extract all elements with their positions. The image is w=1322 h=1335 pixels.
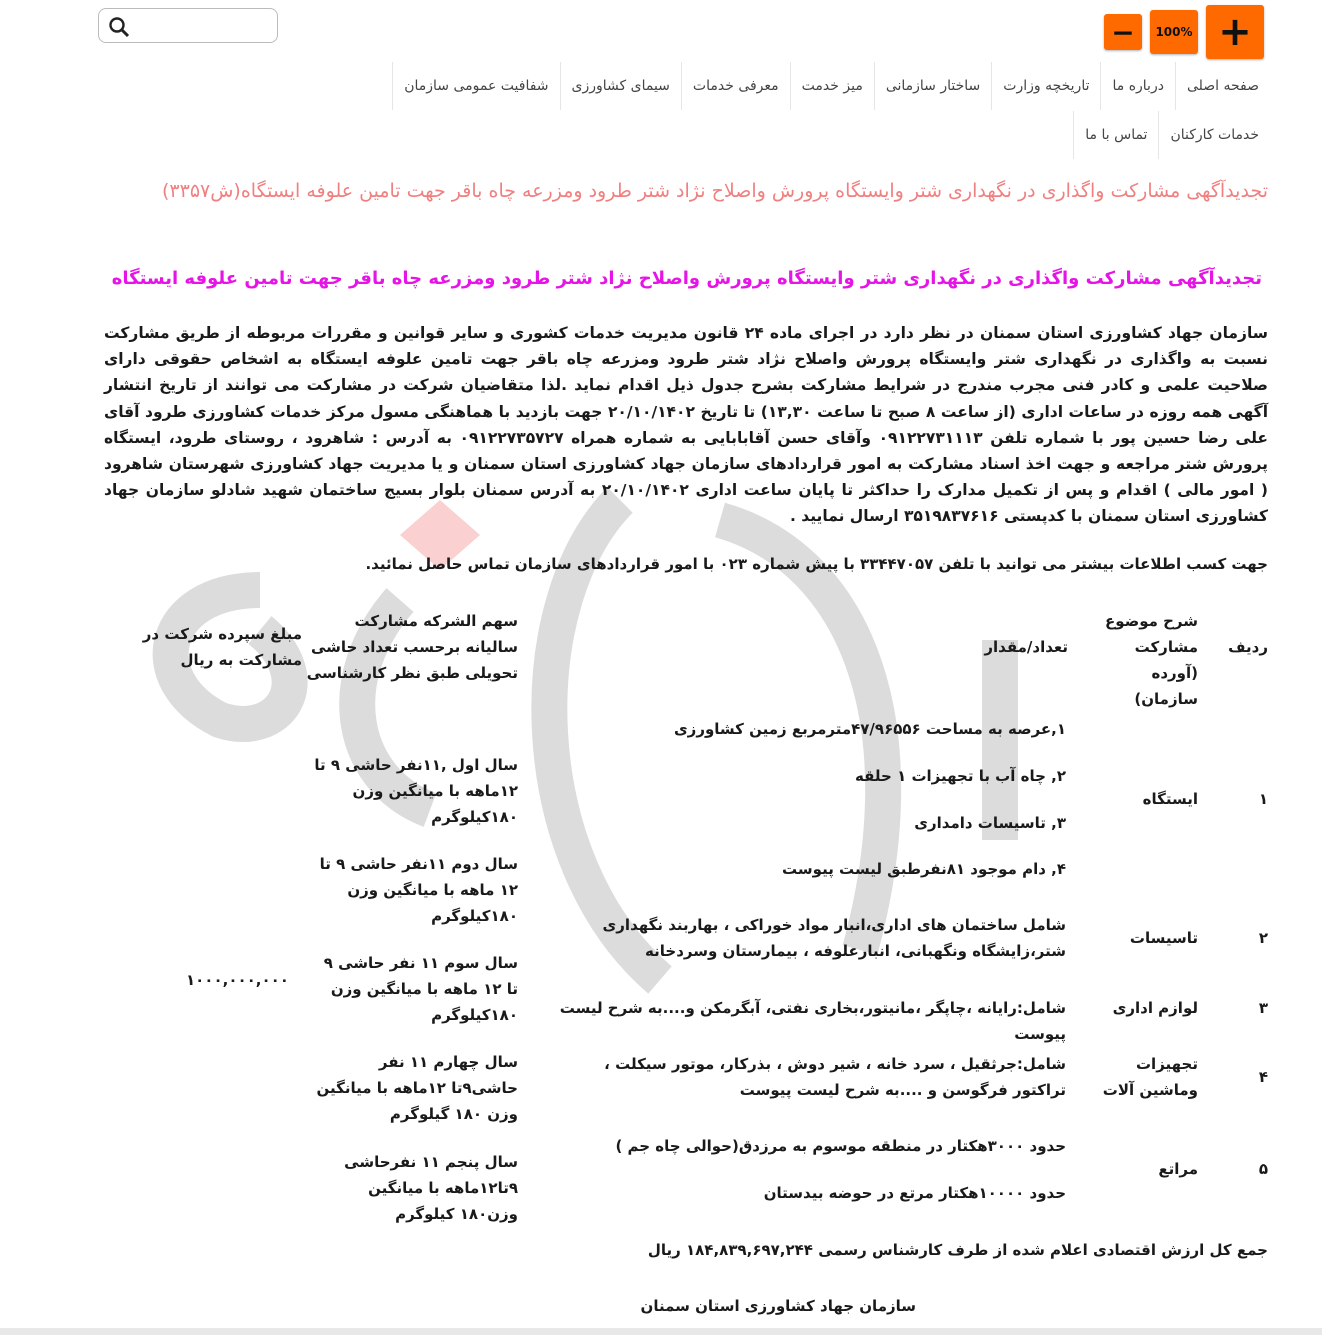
row-subject: لوازم اداری (1112, 999, 1198, 1017)
deposit-amount: ۱۰۰۰,۰۰۰,۰۰۰ (186, 971, 289, 989)
row-item: ۳, تاسیسات دامداری (914, 814, 1066, 832)
row-number: ۵ (1258, 1160, 1268, 1178)
row-item: حدود ۱۰۰۰۰هکتار مرتع در حوضه بیدستان (763, 1184, 1066, 1202)
contact-info: جهت کسب اطلاعات بیشتر می توانید با تلفن ۳۳۴۴۷۰۵۷ با پیش شماره ۰۲۳ با امور قراردادهای سازمان تماس حاصل نمائید. (365, 555, 1268, 573)
row-item: ۲, چاه آب با تجهیزات ۱ حلقه (855, 767, 1066, 785)
header-subject: شرح موضوع مشارکت (آورده سازمان) (1105, 612, 1198, 708)
nav-services[interactable]: معرفی خدمات (681, 62, 790, 110)
nav-agriculture[interactable]: سیمای کشاورزی (560, 62, 681, 110)
row-number: ۳ (1258, 999, 1268, 1017)
nav-staff-services[interactable]: خدمات کارکنان (1158, 111, 1270, 159)
row-item: شامل:رایانه ،چاپگر ،مانیتور،بخاری نفتی، آبگرمکن و....به شرح لیست پیوست (559, 999, 1066, 1043)
search-box[interactable] (98, 8, 278, 43)
main-nav-row2 (1073, 111, 1270, 159)
page-title: تجدیدآگهی مشارکت واگذاری در نگهداری شتر وایستگاه پرورش واصلاح نژاد شتر طرود ومزرعه چاه باقر جهت تامین علوفه ایستگاه(ش۳۳۵۷) (161, 180, 1268, 202)
share-year-4: سال چهارم ۱۱ نفر حاشی۹تا ۱۲ماهه با میانگین وزن ۱۸۰ گیلوگرم (316, 1053, 518, 1123)
header-deposit: مبلغ سپرده شرکت در مشارکت به ریال (142, 625, 302, 669)
row-subject: تاسیسات (1129, 929, 1198, 947)
row-item: ۱,عرصه به مساحت ۴۷/۹۶۵۵۶مترمربع زمین کشاورزی (673, 720, 1066, 738)
nav-about[interactable]: درباره ما (1100, 62, 1174, 110)
nav-home[interactable]: صفحه اصلی (1175, 62, 1270, 110)
nav-contact[interactable]: تماس با ما (1073, 111, 1158, 159)
row-subject: تجهیزات وماشین آلات (1102, 1055, 1198, 1099)
row-item: شامل ساختمان های اداری،انبار مواد خوراکی ، بهاربند نگهداری شتر،زایشگاه ونگهبانی، انبارعلوفه ، بیمارستان وسردخانه (602, 916, 1066, 960)
nav-transparency[interactable]: شفافیت عمومی سازمان (392, 62, 559, 110)
article-heading: تجدیدآگهی مشارکت واگذاری در نگهداری شتر وایستگاه پرورش واصلاح نژاد شتر طرود ومزرعه چاه باقر جهت تامین علوفه ایستگاه (111, 268, 1262, 289)
row-subject: مراتع (1158, 1160, 1198, 1178)
share-year-3: سال سوم ۱۱ نفر حاشی ۹ تا ۱۲ ماهه با میانگین وزن ۱۸۰کیلوگرم (323, 954, 518, 1024)
nav-service-desk[interactable]: میز خدمت (790, 62, 874, 110)
zoom-out-button[interactable]: − (1104, 14, 1142, 50)
share-year-1: سال اول ,۱۱نفر حاشی ۹ تا ۱۲ماهه با میانگین وزن ۱۸۰کیلوگرم (314, 756, 518, 826)
row-item: حدود ۳۰۰۰هکتار در منطقه موسوم به مرزدق(حوالی چاه جم ) (615, 1137, 1066, 1155)
row-item: شامل:جرثقیل ، سرد خانه ، شیر دوش ، بذرکار، موتور سیکلت ، تراکتور فرگوسن و ....به شرح لیست پیوست (604, 1055, 1066, 1099)
signature: سازمان جهاد کشاورزی استان سمنان (640, 1297, 916, 1315)
search-icon (107, 15, 131, 39)
article-body: سازمان جهاد کشاورزی استان سمنان در نظر دارد در اجرای ماده ۲۴ قانون مدیریت خدمات کشوری و سایر قوانین و مقررات مربوطه از طریق مشارکت نسبت به واگذاری در نگهداری شتر وایستگاه پرورش واصلاح نژاد شتر طرود ومزرعه چاه باقر جهت تامین علوفه ایستگاه به اشخاص حقوقی دارای صلاحیت علمی و کادر فنی مجرب مندرج در شرایط مشارکت بشرح جدول ذیل اقدام نماید .لذا متقاضیان شرکت در مشارکت می توانند از تاریخ انتشار آگهی همه روزه در ساعات اداری (از ساعت ۸ صبح تا ساعت ۱۳,۳۰) تا تاریخ ۲۰/۱۰/۱۴۰۲ جهت بازدید با هماهنگی مسول مرکز خدمات کشاورزی طرود آقای علی رضا حسین پور با شماره تلفن ۰۹۱۲۲۷۳۱۱۱۳ وآقای حسن آقابابایی به شماره همراه ۰۹۱۲۲۷۳۵۷۲۷ به آدرس : شاهرود ، روستای طرود، ایستگاه پرورش شتر مراجعه و جهت اخذ اسناد مشارکت به امور قراردادهای سازمان جهاد کشاورزی استان سمنان و یا مدیریت جهاد کشاورزی شهرستان شاهرود ( امور مالی ) اقدام و پس از تکمیل مدارک را حداکثر تا پایان ساعت اداری ۲۰/۱۰/۱۴۰۲ به آدرس سمنان بلوار بسیج ساختمان شهید شادلو سازمان جهاد کشاورزی استان سمنان با کدپستی ۳۵۱۹۸۳۷۶۱۶ ارسال نمایید . (104, 324, 1269, 526)
zoom-in-button[interactable]: + (1206, 5, 1264, 59)
horizontal-scrollbar[interactable] (0, 1328, 1322, 1335)
main-nav (392, 62, 1270, 110)
header-share: سهم الشرکه مشارکت سالیانه برحسب تعداد حاشی تحویلی طبق نظر کارشناسی (306, 612, 518, 682)
nav-structure[interactable]: ساختار سازمانی (874, 62, 991, 110)
row-number: ۱ (1258, 790, 1268, 808)
zoom-level-button[interactable]: 100% (1150, 10, 1198, 54)
header-row: ردیف (1228, 638, 1268, 656)
header-quantity: تعداد/مقدار (984, 638, 1068, 656)
share-year-2: سال دوم ۱۱نفر حاشی ۹ تا ۱۲ ماهه با میانگین وزن ۱۸۰کیلوگرم (319, 855, 518, 925)
total-value: جمع کل ارزش اقتصادی اعلام شده از طرف کارشناس رسمی ۱۸۴,۸۳۹,۶۹۷,۲۴۴ ریال (647, 1241, 1268, 1259)
share-year-5: سال پنجم ۱۱ نفرحاشی ۹تا۱۲ماهه با میانگین وزن۱۸۰ کیلوگرم (344, 1153, 518, 1223)
row-item: ۴, دام موجود ۸۱نفرطبق لیست پیوست (782, 860, 1066, 878)
row-subject: ایستگاه (1142, 790, 1198, 808)
nav-history[interactable]: تاریخچه وزارت (991, 62, 1100, 110)
row-number: ۴ (1258, 1068, 1268, 1086)
row-number: ۲ (1258, 929, 1268, 947)
